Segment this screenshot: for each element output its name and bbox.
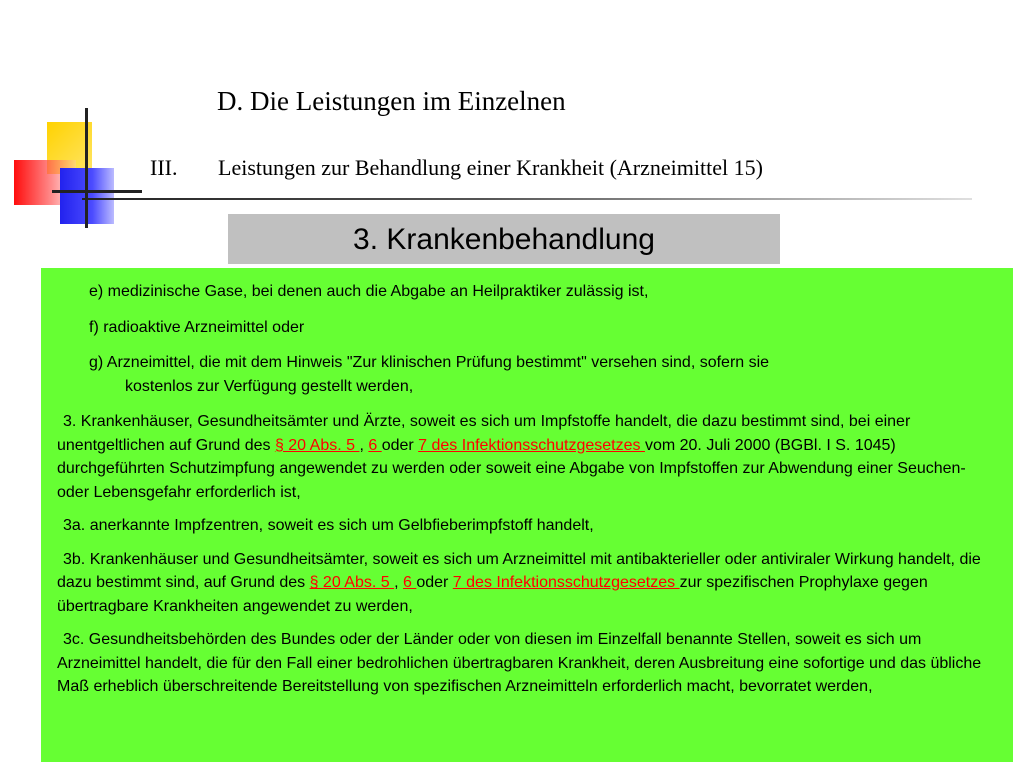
item-3-text: , — [359, 436, 369, 454]
link-para-6[interactable]: 6 — [402, 574, 417, 591]
item-g-line2: kostenlos zur Verfügung gestellt werden, — [125, 377, 414, 395]
page-title: D. Die Leistungen im Einzelnen — [217, 86, 566, 116]
item-g — [57, 351, 991, 398]
link-para-7-infektionsschutzgesetz[interactable]: 7 des Infektionsschutzgesetzes — [418, 436, 645, 454]
section-number: III. — [150, 155, 178, 180]
item-3b-text: zur spezifischen Prophylaxe gegen übertragbare Krankheiten angewendet zu werden, — [57, 574, 928, 615]
decorative-squares — [0, 0, 160, 240]
item-3b-text: 3b. Krankenhäuser und Gesundheitsämter, soweit es sich um Arzneimittel mit antibakterieller oder antiviraler Wirkung handelt, die dazu bestimmt sind, auf Grund des — [57, 550, 981, 591]
item-f: f) radioaktive Arzneimittel oder — [89, 318, 305, 336]
item-e: e) medizinische Gase, bei denen auch die Abgabe an Heilpraktiker zulässig ist, — [89, 283, 649, 300]
horizontal-line — [52, 190, 142, 193]
item-3a: 3a. anerkannte Impfzentren, soweit es sich um Gelbfieberimpfstoff handelt, — [63, 517, 594, 534]
divider-line — [82, 198, 972, 200]
content-panel — [41, 268, 1013, 762]
item-3b-text: oder — [416, 574, 453, 591]
item-3-text: 3. Krankenhäuser, Gesundheitsämter und Ärzte, soweit es sich um Impfstoffe handelt, die dazu bestimmt sind, bei einer unentgeltlichen auf Grund des — [57, 413, 911, 454]
item-3-text: vom 20. Juli 2000 (BGBl. I S. 1045) durchgeführten Schutzimpfung angewendet zu werden oder soweit eine Abgabe von Impfstoffen zur Abwendung einer Seuchen- oder Lebensgefahr erforderlich ist, — [57, 436, 966, 501]
link-para-20-abs-5[interactable]: § 20 Abs. 5 — [274, 436, 360, 454]
item-3b — [57, 548, 991, 619]
link-para-20-abs-5[interactable]: § 20 Abs. 5 — [309, 574, 395, 591]
link-para-6[interactable]: 6 — [368, 436, 382, 454]
item-g-line1: g) Arzneimittel, die mit dem Hinweis "Zur klinischen Prüfung bestimmt" versehen sind, sofern sie — [89, 354, 770, 371]
section-title: Leistungen zur Behandlung einer Krankheit (Arzneimittel 15) — [218, 155, 763, 180]
item-3c: 3c. Gesundheitsbehörden des Bundes oder der Länder oder von diesen im Einzelfall benannte Stellen, soweit es sich um Arzneimittel handelt, die für den Fall einer bedrohlichen übertragbaren Krankheit, deren Ausbreitung eine sofortige und das übliche Maß erheblich überschreitende Bereitstellung von spezifischen Arzneimitteln erforderlich macht, bevorratet werden, — [57, 631, 982, 695]
item-3-text: oder — [381, 436, 419, 454]
item-3b-text: , — [394, 574, 403, 591]
item-3 — [57, 410, 991, 504]
section-heading: 3. Krankenbehandlung — [228, 214, 780, 264]
section-subtitle — [150, 155, 763, 181]
vertical-line — [85, 108, 88, 228]
link-para-7-infektionsschutzgesetz[interactable]: 7 des Infektionsschutzgesetzes — [452, 574, 680, 591]
